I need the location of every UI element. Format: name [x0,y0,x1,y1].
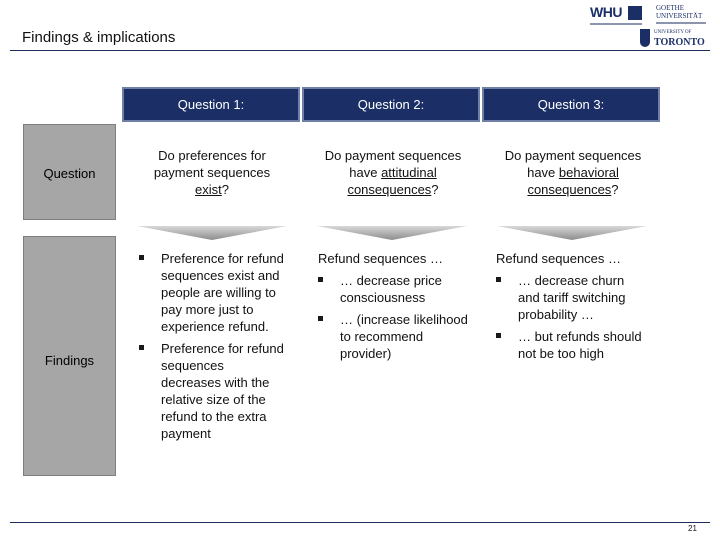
question-2-text [312,147,474,201]
findings-2-bullet [318,311,468,362]
question-1-text [140,147,284,201]
toronto-logo-text: TORONTO [654,37,705,48]
arrow-1-icon [137,226,287,240]
findings-2 [318,250,468,367]
question-1-text-post: ? [221,182,229,197]
findings-1-bullet-text: Preference for refund sequences exist and people are willing to pay more just to experience refund. [161,251,284,334]
findings-1 [139,250,285,447]
question-3-text [492,147,654,201]
findings-3-bullet [496,328,646,362]
findings-1-bullet-text: Preference for refund sequences decreases with the relative size of the refund to the extra payment [161,341,284,441]
toronto-logo [638,28,712,50]
findings-row-label-text: Findings [44,353,95,368]
findings-3-bullet-text: … but refunds should not be too high [518,329,642,361]
bullet-marker-icon [139,255,144,260]
whu-logo-text: WHU [590,4,622,20]
whu-logo-mark [628,6,642,20]
findings-2-intro: Refund sequences … [318,251,444,266]
arrow-3-icon [497,226,647,240]
bullet-marker-icon [318,277,323,282]
question-3-text-pre: Do payment sequences have [504,148,642,180]
question-row-label-text: Question [43,166,96,181]
toronto-logo-small: UNIVERSITY OF [654,30,692,35]
toronto-crest-icon [640,29,650,47]
question-2-text-pre: Do payment sequences have [324,148,462,180]
page-number: 21 [688,524,697,533]
findings-3 [496,250,646,367]
goethe-logo-line-2: UNIVERSITÄT [656,12,703,20]
findings-1-bullet [139,250,285,335]
findings-2-bullet [318,272,468,306]
question-2-text-underlined: attitudinal consequences [347,165,437,197]
question-3-header: Question 3: [482,87,660,122]
bullet-marker-icon [496,333,501,338]
findings-row-label [23,236,116,476]
page-title: Findings & implications [22,29,176,46]
whu-logo-subline [590,23,642,25]
footer-divider [10,522,710,523]
findings-1-bullet [139,340,285,442]
findings-3-bullet-text: … decrease churn and tariff switching probability … [518,273,626,322]
findings-2-bullet-text: … (increase likelihood to recommend provider) [340,312,468,361]
question-1-header: Question 1: [122,87,300,122]
question-1-text-pre: Do preferences for payment sequences [153,148,271,180]
question-1-text-underlined: exist [195,182,222,197]
question-3-text-underlined: behavioral consequences [527,165,619,197]
arrow-2-icon [317,226,467,240]
whu-logo [590,4,642,32]
findings-3-intro: Refund sequences … [496,251,622,266]
goethe-logo-subline [656,22,706,24]
question-2-text-post: ? [431,182,439,197]
goethe-logo [656,4,710,26]
bullet-marker-icon [139,345,144,350]
goethe-logo-line-1: GOETHE [656,4,684,12]
bullet-marker-icon [496,277,501,282]
findings-2-bullet-text: … decrease price consciousness [340,273,442,305]
question-3-text-post: ? [611,182,619,197]
question-row-label [23,124,116,220]
bullet-marker-icon [318,316,323,321]
title-divider [10,50,710,51]
question-2-header: Question 2: [302,87,480,122]
findings-3-bullet [496,272,646,323]
